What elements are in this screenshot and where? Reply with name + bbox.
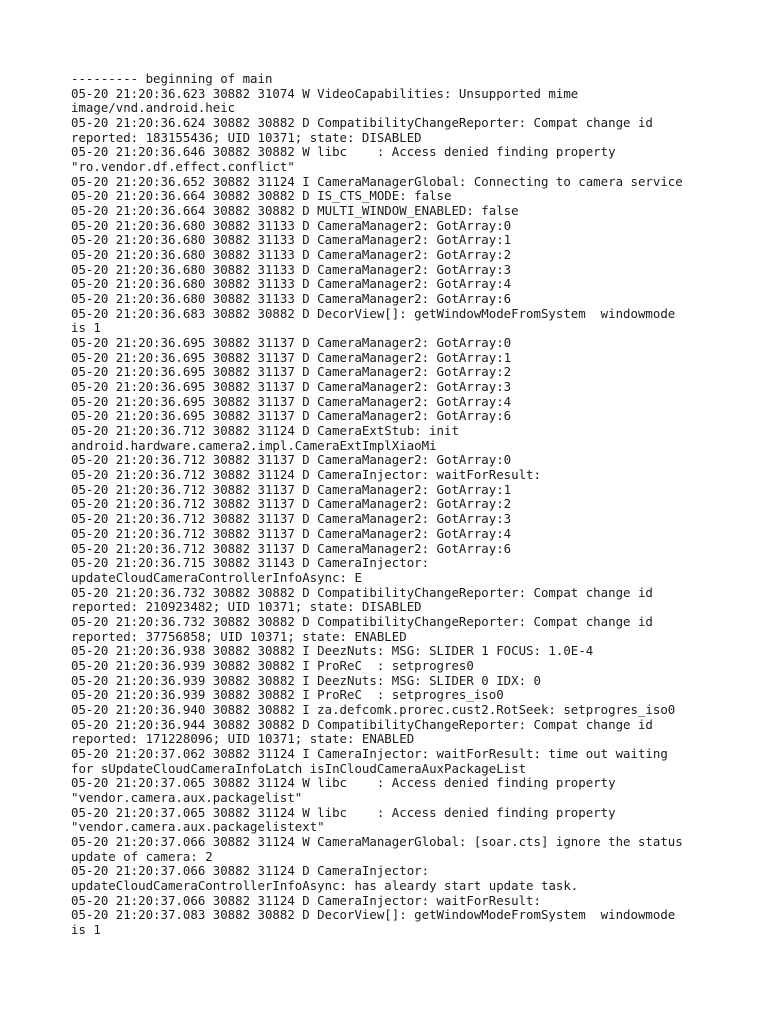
log-line: 05-20 21:20:36.623 30882 31074 W VideoCapabilities: Unsupported mime — [71, 85, 579, 101]
log-line: 05-20 21:20:36.712 30882 31137 D CameraManager2: GotArray:2 — [71, 496, 512, 512]
log-line: 05-20 21:20:36.940 30882 30882 I za.defcomk.prorec.cust2.RotSeek: setprogres_iso0 — [71, 701, 676, 717]
log-line: updateCloudCameraControllerInfoAsync: E — [71, 569, 362, 585]
log-line: 05-20 21:20:36.680 30882 31133 D CameraManager2: GotArray:6 — [71, 291, 512, 307]
log-line: 05-20 21:20:36.712 30882 31124 D CameraExtStub: init — [71, 423, 459, 439]
log-line: 05-20 21:20:36.732 30882 30882 D CompatibilityChangeReporter: Compat change id — [71, 584, 653, 600]
log-line: reported: 37756858; UID 10371; state: ENABLED — [71, 628, 407, 644]
log-line: 05-20 21:20:36.652 30882 31124 I CameraManagerGlobal: Connecting to camera service — [71, 173, 683, 189]
log-line: 05-20 21:20:36.680 30882 31133 D CameraManager2: GotArray:0 — [71, 217, 512, 233]
log-line: 05-20 21:20:36.664 30882 30882 D MULTI_WINDOW_ENABLED: false — [71, 203, 519, 219]
log-line: 05-20 21:20:36.695 30882 31137 D CameraManager2: GotArray:0 — [71, 335, 512, 351]
log-line: 05-20 21:20:36.680 30882 31133 D CameraManager2: GotArray:4 — [71, 276, 512, 292]
log-line: 05-20 21:20:36.664 30882 30882 D IS_CTS_MODE: false — [71, 188, 452, 204]
log-line: 05-20 21:20:36.624 30882 30882 D CompatibilityChangeReporter: Compat change id — [71, 115, 653, 131]
log-line: 05-20 21:20:37.083 30882 30882 D DecorView[]: getWindowModeFromSystem windowmode — [71, 907, 676, 923]
log-line: 05-20 21:20:37.066 30882 31124 W CameraManagerGlobal: [soar.cts] ignore the status — [71, 833, 683, 849]
log-line: 05-20 21:20:36.695 30882 31137 D CameraManager2: GotArray:3 — [71, 379, 512, 395]
log-line: 05-20 21:20:36.683 30882 30882 D DecorView[]: getWindowModeFromSystem windowmode — [71, 305, 676, 321]
log-line: 05-20 21:20:36.732 30882 30882 D CompatibilityChangeReporter: Compat change id — [71, 613, 653, 629]
log-line: 05-20 21:20:36.715 30882 31143 D CameraInjector: — [71, 555, 430, 571]
log-line: 05-20 21:20:36.695 30882 31137 D CameraManager2: GotArray:6 — [71, 408, 512, 424]
log-line: 05-20 21:20:36.939 30882 30882 I ProReC : setprogres0 — [71, 657, 474, 673]
log-line: 05-20 21:20:36.680 30882 31133 D CameraManager2: GotArray:3 — [71, 261, 512, 277]
log-line: updateCloudCameraControllerInfoAsync: has aleardy start update task. — [71, 877, 579, 893]
log-line: android.hardware.camera2.impl.CameraExtImplXiaoMi — [71, 437, 437, 453]
log-line: 05-20 21:20:36.695 30882 31137 D CameraManager2: GotArray:4 — [71, 393, 512, 409]
log-line: 05-20 21:20:36.939 30882 30882 I DeezNuts: MSG: SLIDER 0 IDX: 0 — [71, 672, 541, 688]
log-line: image/vnd.android.heic — [71, 100, 236, 116]
log-line: 05-20 21:20:36.944 30882 30882 D CompatibilityChangeReporter: Compat change id — [71, 716, 653, 732]
log-line: 05-20 21:20:36.695 30882 31137 D CameraManager2: GotArray:2 — [71, 364, 512, 380]
log-line: reported: 210923482; UID 10371; state: DISABLED — [71, 599, 422, 615]
log-line: 05-20 21:20:36.939 30882 30882 I ProReC : setprogres_iso0 — [71, 687, 504, 703]
log-line: 05-20 21:20:36.938 30882 30882 I DeezNuts: MSG: SLIDER 1 FOCUS: 1.0E-4 — [71, 643, 594, 659]
log-line: update of camera: 2 — [71, 848, 213, 864]
log-line: reported: 183155436; UID 10371; state: DISABLED — [71, 129, 422, 145]
log-line: reported: 171228096; UID 10371; state: ENABLED — [71, 731, 415, 747]
log-line: 05-20 21:20:36.712 30882 31137 D CameraManager2: GotArray:3 — [71, 511, 512, 527]
log-document — [71, 72, 711, 938]
log-line: 05-20 21:20:37.065 30882 31124 W libc : Access denied finding property — [71, 804, 616, 820]
log-line: 05-20 21:20:36.712 30882 31137 D CameraManager2: GotArray:1 — [71, 481, 512, 497]
log-line: --------- beginning of main — [71, 71, 273, 86]
log-line: 05-20 21:20:36.712 30882 31137 D CameraManager2: GotArray:6 — [71, 540, 512, 556]
log-line: "ro.vendor.df.effect.conflict" — [71, 159, 295, 175]
log-line: "vendor.camera.aux.packagelist" — [71, 789, 303, 805]
log-line: 05-20 21:20:37.066 30882 31124 D CameraInjector: waitForResult: — [71, 892, 541, 908]
log-line: 05-20 21:20:36.695 30882 31137 D CameraManager2: GotArray:1 — [71, 349, 512, 365]
log-line: 05-20 21:20:37.062 30882 31124 I CameraInjector: waitForResult: time out waiting — [71, 745, 668, 761]
log-line: 05-20 21:20:36.712 30882 31124 D CameraInjector: waitForResult: — [71, 467, 541, 483]
log-line: is 1 — [71, 921, 101, 937]
log-line: 05-20 21:20:36.680 30882 31133 D CameraManager2: GotArray:1 — [71, 232, 512, 248]
log-line: for sUpdateCloudCameraInfoLatch isInCloudCameraAuxPackageList — [71, 760, 527, 776]
log-line: 05-20 21:20:37.065 30882 31124 W libc : Access denied finding property — [71, 775, 616, 791]
log-line: is 1 — [71, 320, 101, 336]
log-line: 05-20 21:20:36.646 30882 30882 W libc : Access denied finding property — [71, 144, 616, 160]
log-line: 05-20 21:20:36.712 30882 31137 D CameraManager2: GotArray:4 — [71, 525, 512, 541]
log-body — [71, 72, 711, 938]
log-line: 05-20 21:20:36.712 30882 31137 D CameraManager2: GotArray:0 — [71, 452, 512, 468]
log-line: "vendor.camera.aux.packagelistext" — [71, 819, 325, 835]
log-line: 05-20 21:20:36.680 30882 31133 D CameraManager2: GotArray:2 — [71, 247, 512, 263]
log-line: 05-20 21:20:37.066 30882 31124 D CameraInjector: — [71, 863, 430, 879]
